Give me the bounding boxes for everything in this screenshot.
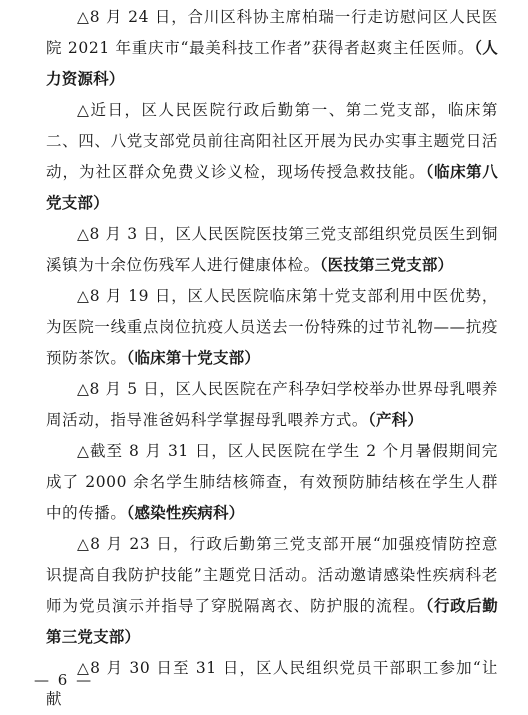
- news-item: [46, 436, 498, 529]
- news-item-source: （人力资源科）: [46, 39, 498, 88]
- news-item: [46, 2, 498, 95]
- news-item-source: （行政后勤第三党支部）: [46, 597, 498, 646]
- news-item: [46, 374, 498, 436]
- news-item-text: △8 月 3 日，区人民医院医技第三党支部组织党员医生到铜溪镇为十余位伤残军人进行健康体检。: [46, 225, 498, 274]
- news-item-source: （临床第八党支部）: [46, 163, 498, 212]
- news-item-source: （感染性疾病科）: [126, 504, 245, 522]
- news-item-text: △截至 8 月 31 日，区人民医院在学生 2 个月暑假期间完成了 2000 余名学生肺结核筛查，有效预防肺结核在学生人群中的传播。: [46, 442, 498, 522]
- news-item: [46, 281, 498, 374]
- news-item-source: （临床第十党支部）: [126, 349, 261, 367]
- news-item: [46, 95, 498, 219]
- news-item-text: △8 月 24 日，合川区科协主席柏瑞一行走访慰问区人民医院 2021 年重庆市“最美科技工作者”获得者赵爽主任医师。: [46, 8, 498, 57]
- news-item-text: △8 月 30 日至 31 日，区人民组织党员干部职工参加“让献: [46, 659, 498, 708]
- news-brief-list: [46, 2, 498, 715]
- news-item: [46, 219, 498, 281]
- news-item-text: △近日，区人民医院行政后勤第一、第二党支部，临床第二、四、八党支部党员前往高阳社区开展为民办实事主题党日活动，为社区群众免费义诊义检，现场传授急救技能。: [46, 101, 498, 181]
- news-item-text: △8 月 5 日，区人民医院在产科孕妇学校举办世界母乳喂养周活动，指导准爸妈科学掌握母乳喂养方式。: [46, 380, 498, 429]
- news-item-source: （医技第三党支部）: [319, 256, 454, 274]
- news-item: [46, 529, 498, 653]
- news-item-source: （产科）: [368, 411, 424, 429]
- news-item: [46, 653, 498, 715]
- page-number: — 6 —: [34, 671, 94, 689]
- news-item-text: △8 月 23 日，行政后勤第三党支部开展“加强疫情防控意识提高自我防护技能”主题党日活动。活动邀请感染性疾病科老师为党员演示并指导了穿脱隔离衣、防护服的流程。: [46, 535, 498, 615]
- news-item-text: △8 月 19 日，区人民医院临床第十党支部利用中医优势，为医院一线重点岗位抗疫人员送去一份特殊的过节礼物——抗疫预防茶饮。: [46, 287, 498, 367]
